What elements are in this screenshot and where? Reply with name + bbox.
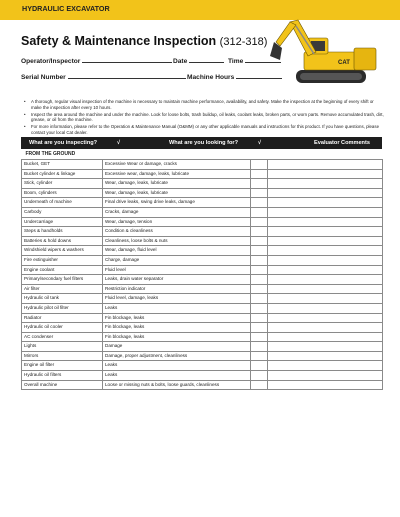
table-header — [21, 137, 382, 149]
evaluator-comment-cell[interactable] — [268, 371, 383, 381]
look-for-item: Loose or missing nuts & bolts, loose guards, cleanliness — [103, 380, 251, 390]
table-row — [22, 246, 383, 256]
look-for-item: Final drive leaks, swing drive leaks, damage — [103, 198, 251, 208]
check-box-cell[interactable] — [251, 342, 268, 352]
check-box-cell[interactable] — [251, 198, 268, 208]
look-for-item: Leaks, drain water separator — [103, 275, 251, 285]
look-for-item: Leaks — [103, 303, 251, 313]
look-for-item: Wear, damage, leaks, lubricate — [103, 188, 251, 198]
table-row — [22, 160, 383, 170]
instruction-item: • Inspect the area around the machine and under the machine. Look for loose bolts, trash buildup, oil leaks, coolant leaks, broken parts, or worn parts. Remove accumulated trash, dirt, grease, or oil from the machine. — [24, 112, 384, 123]
machine-hours-label: Machine Hours — [187, 74, 235, 81]
evaluator-comment-cell[interactable] — [268, 342, 383, 352]
instructions-list — [24, 99, 384, 137]
time-label: Time — [228, 58, 244, 65]
inspect-item: AC condenser — [22, 332, 103, 342]
table-row — [22, 371, 383, 381]
check-box-cell[interactable] — [251, 351, 268, 361]
page-title — [21, 34, 267, 48]
check-box-cell[interactable] — [251, 380, 268, 390]
check-box-cell[interactable] — [251, 332, 268, 342]
evaluator-comment-cell[interactable] — [268, 294, 383, 304]
evaluator-comment-cell[interactable] — [268, 169, 383, 179]
table-row — [22, 275, 383, 285]
table-row — [22, 265, 383, 275]
check-box-cell[interactable] — [251, 303, 268, 313]
inspect-item: Hydraulic oil filters — [22, 371, 103, 381]
look-for-item: Cracks, damage — [103, 207, 251, 217]
look-for-item: Restriction indicator — [103, 284, 251, 294]
check-box-cell[interactable] — [251, 284, 268, 294]
evaluator-comment-cell[interactable] — [268, 198, 383, 208]
table-row — [22, 351, 383, 361]
header-check-1: √ — [117, 140, 121, 146]
inspect-item: Stick, cylinder — [22, 179, 103, 189]
evaluator-comment-cell[interactable] — [268, 265, 383, 275]
inspect-item: Overall machine — [22, 380, 103, 390]
evaluator-comment-cell[interactable] — [268, 380, 383, 390]
table-row — [22, 313, 383, 323]
look-for-item: Excessive wear, damage, leaks, lubricate — [103, 169, 251, 179]
evaluator-comment-cell[interactable] — [268, 275, 383, 285]
look-for-item: Fin blockage, leaks — [103, 313, 251, 323]
excavator-image — [268, 12, 394, 88]
inspect-item: Boom, cylinders — [22, 188, 103, 198]
table-row — [22, 294, 383, 304]
check-box-cell[interactable] — [251, 188, 268, 198]
look-for-item: Fin blockage, leaks — [103, 323, 251, 333]
evaluator-comment-cell[interactable] — [268, 236, 383, 246]
look-for-item: Wear, damage, tension — [103, 217, 251, 227]
inspect-item: Mirrors — [22, 351, 103, 361]
table-row — [22, 284, 383, 294]
table-row — [22, 236, 383, 246]
check-box-cell[interactable] — [251, 207, 268, 217]
machine-hours-field[interactable] — [187, 72, 282, 81]
look-for-item: Leaks — [103, 361, 251, 371]
check-box-cell[interactable] — [251, 313, 268, 323]
check-box-cell[interactable] — [251, 236, 268, 246]
inspect-item: Hydraulic oil cooler — [22, 323, 103, 333]
table-row — [22, 303, 383, 313]
section-label: FROM THE GROUND — [22, 150, 383, 160]
look-for-item: Wear, damage, leaks, lubricate — [103, 179, 251, 189]
check-box-cell[interactable] — [251, 265, 268, 275]
look-for-item: Condition & cleanliness — [103, 227, 251, 237]
check-box-cell[interactable] — [251, 275, 268, 285]
inspect-item: Windshield wipers & washers — [22, 246, 103, 256]
look-for-item: Fin blockage, leaks — [103, 332, 251, 342]
inspect-item: Lights — [22, 342, 103, 352]
header-looking-for: What are you looking for? — [169, 140, 238, 146]
evaluator-comment-cell[interactable] — [268, 217, 383, 227]
instruction-item: • A thorough, regular visual inspection of the machine is necessary to maintain machine performance, availability, and safety. Make the inspection at the beginning of every shift or make the inspection after every 10 hours. — [24, 99, 384, 110]
table-row — [22, 217, 383, 227]
evaluator-comment-cell[interactable] — [268, 255, 383, 265]
time-field[interactable] — [228, 56, 281, 65]
table-row — [22, 323, 383, 333]
look-for-item: Charge, damage — [103, 255, 251, 265]
inspect-item: Fire extinguisher — [22, 255, 103, 265]
inspect-item: Hydraulic oil tank — [22, 294, 103, 304]
section-row — [22, 150, 383, 160]
inspect-item: Underneath of machine — [22, 198, 103, 208]
table-row — [22, 179, 383, 189]
look-for-item: Excessive Wear or damage, cracks — [103, 160, 251, 170]
evaluator-comment-cell[interactable] — [268, 207, 383, 217]
look-for-item: Fluid level, damage, leaks — [103, 294, 251, 304]
title-main: Safety & Maintenance Inspection — [21, 34, 217, 48]
serial-number-label: Serial Number — [21, 74, 66, 81]
evaluator-comment-cell[interactable] — [268, 323, 383, 333]
check-box-cell[interactable] — [251, 160, 268, 170]
check-box-cell[interactable] — [251, 323, 268, 333]
evaluator-comment-cell[interactable] — [268, 246, 383, 256]
look-for-item: Damage, proper adjustment, cleanliness — [103, 351, 251, 361]
evaluator-comment-cell[interactable] — [268, 160, 383, 170]
table-row — [22, 361, 383, 371]
table-row — [22, 169, 383, 179]
inspect-item: Hydraulic pilot oil filter — [22, 303, 103, 313]
inspect-item: Primary/secondary fuel filters — [22, 275, 103, 285]
evaluator-comment-cell[interactable] — [268, 313, 383, 323]
header-evaluator-comments: Evaluator Comments — [314, 140, 370, 146]
table-row — [22, 198, 383, 208]
table-row — [22, 207, 383, 217]
check-box-cell[interactable] — [251, 217, 268, 227]
header-check-2: √ — [258, 140, 262, 146]
inspect-item: Engine coolant — [22, 265, 103, 275]
date-label: Date — [173, 58, 188, 65]
evaluator-comment-cell[interactable] — [268, 351, 383, 361]
look-for-item: Damage — [103, 342, 251, 352]
evaluator-comment-cell[interactable] — [268, 332, 383, 342]
inspect-item: Bucket, GET — [22, 160, 103, 170]
look-for-item: Cleanliness, loose bolts & nuts — [103, 236, 251, 246]
inspect-item: Radiator — [22, 313, 103, 323]
evaluator-comment-cell[interactable] — [268, 179, 383, 189]
operator-field[interactable] — [21, 56, 172, 65]
table-row — [22, 380, 383, 390]
inspect-item: Carbody — [22, 207, 103, 217]
evaluator-comment-cell[interactable] — [268, 303, 383, 313]
table-row — [22, 255, 383, 265]
serial-number-field[interactable] — [21, 72, 186, 81]
instruction-item: • For more information, please refer to the Operation & Maintenance Manual (O&MM) or any other applicable manuals and instructions for this product. If you have questions, please contact your local Cat dealer. — [24, 124, 384, 135]
inspection-table — [21, 150, 383, 390]
date-field[interactable] — [173, 56, 224, 65]
banner-label: HYDRAULIC EXCAVATOR — [22, 4, 110, 13]
look-for-item: Wear, damage, fluid level — [103, 246, 251, 256]
table-row — [22, 342, 383, 352]
check-box-cell[interactable] — [251, 169, 268, 179]
inspect-item: Air filter — [22, 284, 103, 294]
look-for-item: Leaks — [103, 371, 251, 381]
table-row — [22, 188, 383, 198]
check-box-cell[interactable] — [251, 227, 268, 237]
inspect-item: Undercarriage — [22, 217, 103, 227]
evaluator-comment-cell[interactable] — [268, 361, 383, 371]
operator-label: Operator/Inspector — [21, 58, 81, 65]
inspect-item: Steps & handholds — [22, 227, 103, 237]
look-for-item: Fluid level — [103, 265, 251, 275]
evaluator-comment-cell[interactable] — [268, 188, 383, 198]
inspect-item: Engine oil filter — [22, 361, 103, 371]
check-box-cell[interactable] — [251, 371, 268, 381]
title-model-range: (312-318) — [219, 36, 268, 48]
check-box-cell[interactable] — [251, 294, 268, 304]
svg-text:CAT: CAT — [338, 60, 350, 66]
inspect-item: Bucket cylinder & linkage — [22, 169, 103, 179]
check-box-cell[interactable] — [251, 361, 268, 371]
evaluator-comment-cell[interactable] — [268, 284, 383, 294]
inspect-item: Batteries & hold downs — [22, 236, 103, 246]
check-box-cell[interactable] — [251, 255, 268, 265]
header-inspecting: What are you inspecting? — [29, 140, 98, 146]
evaluator-comment-cell[interactable] — [268, 227, 383, 237]
check-box-cell[interactable] — [251, 246, 268, 256]
table-row — [22, 332, 383, 342]
table-row — [22, 227, 383, 237]
check-box-cell[interactable] — [251, 179, 268, 189]
